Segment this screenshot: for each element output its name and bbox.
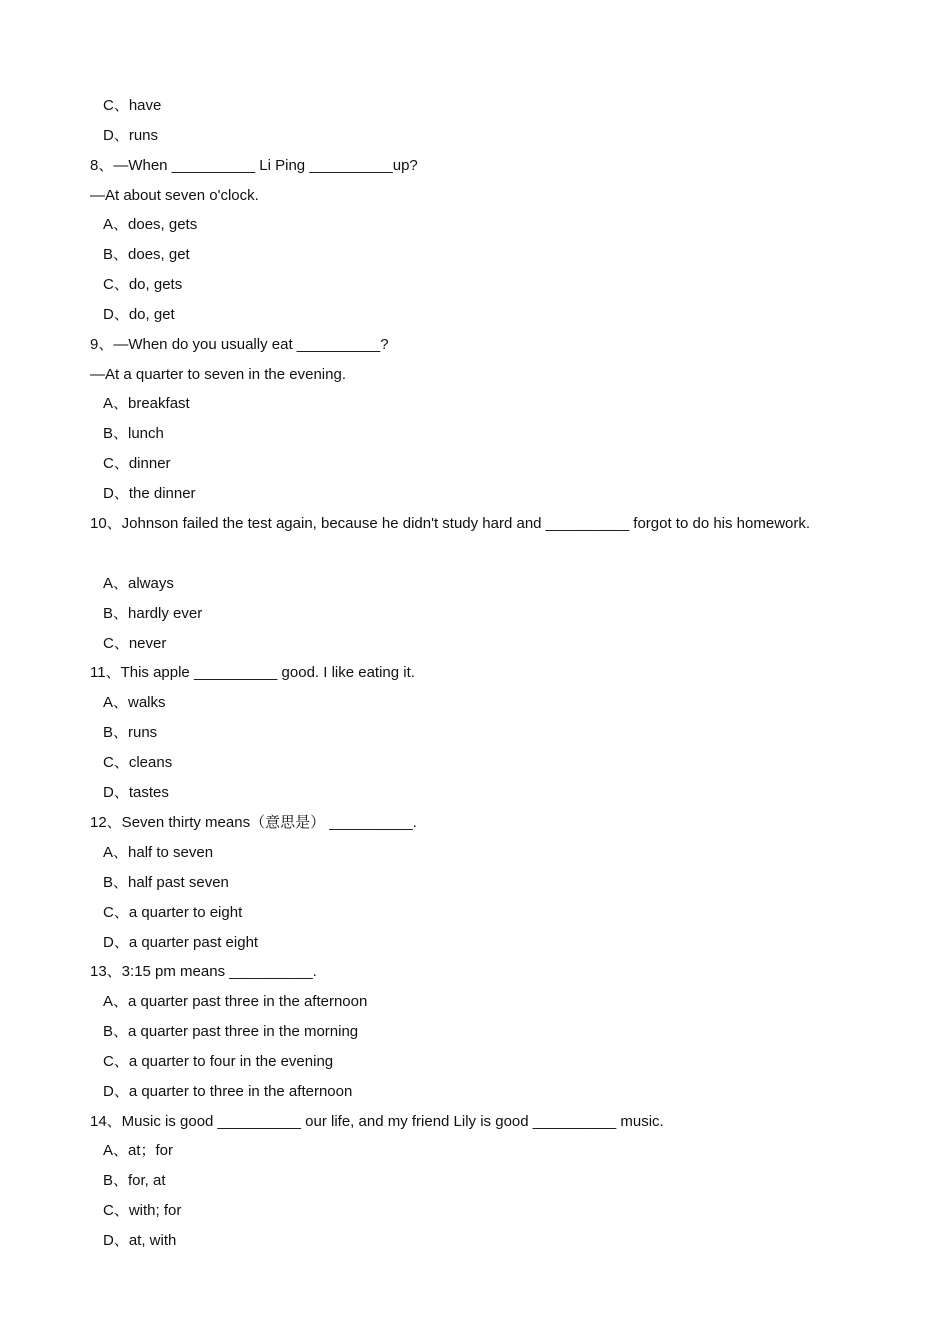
option-8d: D、do, get [103, 306, 175, 323]
option-13b: B、a quarter past three in the morning [103, 1023, 359, 1040]
option-13a: A、a quarter past three in the afternoon [103, 993, 368, 1010]
question-9: 9、—When do you usually eat __________? [90, 336, 389, 353]
option-12c: C、a quarter to eight [103, 904, 243, 921]
option-7c: C、have [103, 97, 162, 114]
question-12: 12、Seven thirty means（意思是） __________. [90, 814, 417, 831]
option-11d: D、tastes [103, 784, 169, 801]
question-8-dialogue: —At about seven o'clock. [90, 187, 259, 204]
option-12d: D、a quarter past eight [103, 934, 259, 951]
option-8c: C、do, gets [103, 276, 183, 293]
question-10: 10、Johnson failed the test again, because he didn't study hard and __________ forgot to do his homework. [90, 515, 811, 532]
option-10b: B、hardly ever [103, 605, 203, 622]
option-11a: A、walks [103, 694, 166, 711]
option-8b: B、does, get [103, 246, 190, 263]
option-9c: C、dinner [103, 455, 171, 472]
question-11: 11、This apple __________ good. I like eating it. [90, 664, 415, 681]
option-14c: C、with; for [103, 1202, 182, 1219]
option-14d: D、at, with [103, 1232, 177, 1249]
question-9-dialogue: —At a quarter to seven in the evening. [90, 366, 346, 383]
option-9b: B、lunch [103, 425, 164, 442]
option-13d: D、a quarter to three in the afternoon [103, 1083, 353, 1100]
option-12a: A、half to seven [103, 844, 214, 861]
option-14b: B、for, at [103, 1172, 166, 1189]
option-12b: B、half past seven [103, 874, 229, 891]
option-10a: A、always [103, 575, 174, 592]
question-14: 14、Music is good __________ our life, and my friend Lily is good __________ music. [90, 1113, 664, 1130]
option-11c: C、cleans [103, 754, 173, 771]
option-8a: A、does, gets [103, 216, 198, 233]
option-7d: D、runs [103, 127, 159, 144]
option-14a: A、at；for [103, 1142, 174, 1159]
question-13: 13、3:15 pm means __________. [90, 963, 317, 980]
option-9a: A、breakfast [103, 395, 190, 412]
option-9d: D、the dinner [103, 485, 196, 502]
option-11b: B、runs [103, 724, 158, 741]
option-10c: C、never [103, 635, 167, 652]
option-13c: C、a quarter to four in the evening [103, 1053, 334, 1070]
question-8: 8、—When __________ Li Ping __________up? [90, 157, 418, 174]
